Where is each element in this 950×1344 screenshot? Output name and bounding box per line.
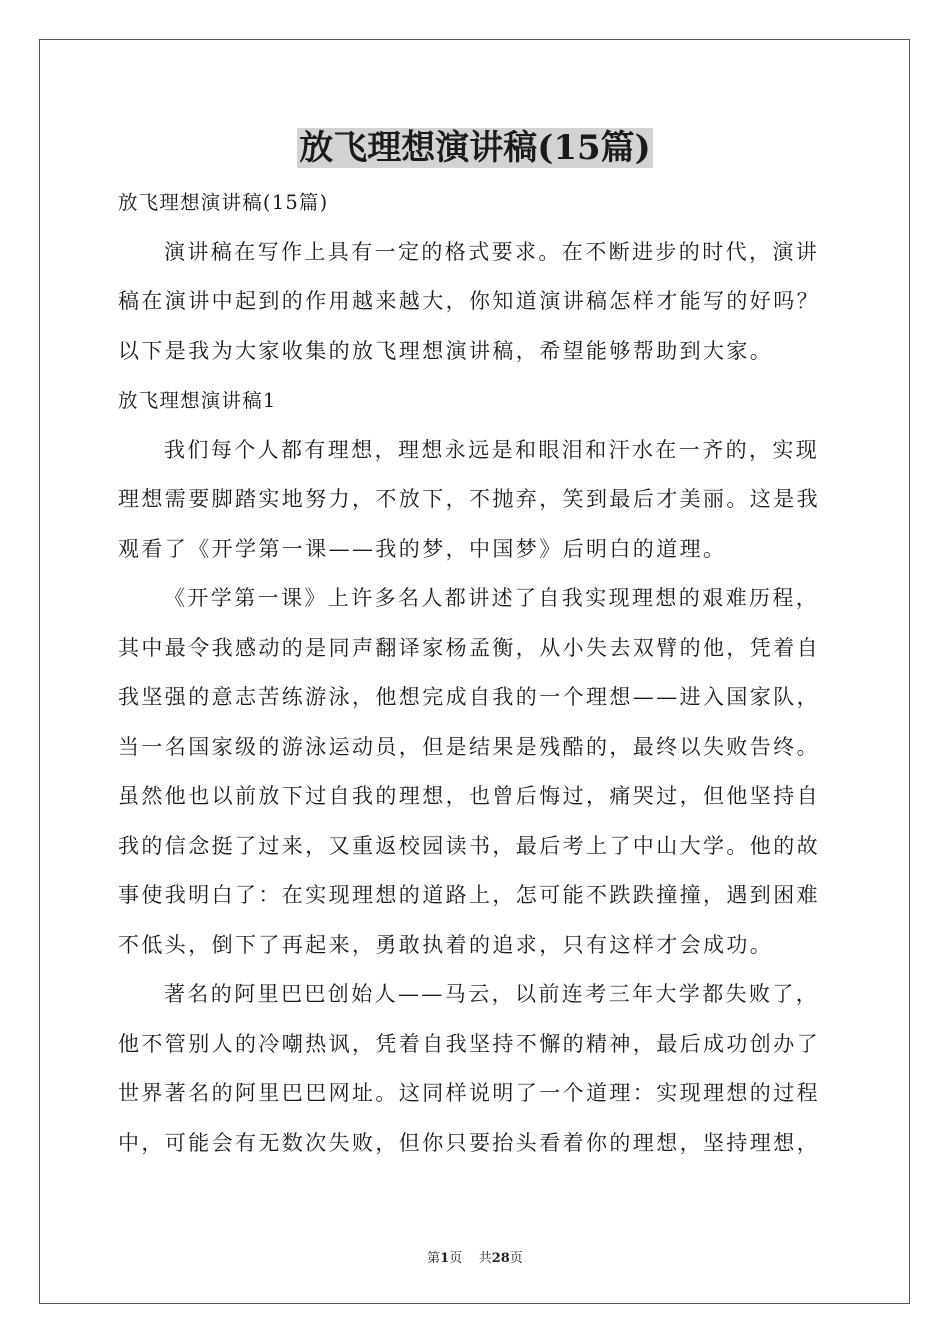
text-line: 我们每个人都有理想，理想永远是和眼泪和汗水在一齐的，实现 xyxy=(164,437,820,462)
text-line: 放飞理想演讲稿(15篇) xyxy=(118,191,329,214)
text-line: 他不管别人的冷嘲热讽，凭着自我坚持不懈的精神，最后成功创办了 xyxy=(118,1031,820,1056)
text-line: 世界著名的阿里巴巴网址。这同样说明了一个道理：实现理想的过程 xyxy=(118,1081,820,1105)
page-label-suffix: 页 xyxy=(449,1251,463,1266)
document-body xyxy=(118,178,834,1168)
text-line: 以下是我为大家收集的放飞理想演讲稿，希望能够帮助到大家。 xyxy=(118,338,774,363)
text-line: 著名的阿里巴巴创始人——马云，以前连考三年大学都失败了， xyxy=(164,982,820,1006)
text-line: 虽然他也以前放下过自我的理想，也曾后悔过，痛哭过，但他坚持自 xyxy=(118,784,820,808)
text-line: 当一名国家级的游泳运动员，但是结果是残酷的，最终以失败告终。 xyxy=(118,734,820,759)
total-label-prefix: 共 xyxy=(478,1251,492,1266)
page-label-prefix: 第 xyxy=(427,1251,441,1266)
total-page-count: 28 xyxy=(491,1251,510,1266)
text-line: 《开学第一课》上许多名人都讲述了自我实现理想的艰难历程， xyxy=(164,586,820,610)
text-line: 不低头，倒下了再起来，勇敢执着的追求，只有这样才会成功。 xyxy=(118,932,774,957)
page-footer xyxy=(0,1247,950,1266)
text-line: 放飞理想演讲稿1 xyxy=(118,389,277,412)
text-line: 其中最令我感动的是同声翻译家杨孟衡，从小失去双臂的他，凭着自 xyxy=(118,635,820,660)
text-line: 中，可能会有无数次失败，但你只要抬头看着你的理想，坚持理想， xyxy=(118,1130,820,1155)
total-label-suffix: 页 xyxy=(509,1251,523,1266)
text-line: 事使我明白了：在实现理想的道路上，怎可能不跌跌撞撞，遇到困难 xyxy=(118,883,820,907)
text-line: 理想需要脚踏实地努力，不放下，不抛弃，笑到最后才美丽。这是我 xyxy=(118,487,820,511)
current-page-number: 1 xyxy=(440,1251,450,1266)
document-title-text: 放飞理想演讲稿(15篇) xyxy=(299,128,651,168)
text-line: 稿在演讲中起到的作用越来越大，你知道演讲稿怎样才能写的好吗？ xyxy=(118,289,820,313)
text-line: 我的信念挺了过来，又重返校园读书，最后考上了中山大学。他的故 xyxy=(118,833,820,858)
text-line: 观看了《开学第一课——我的梦，中国梦》后明白的道理。 xyxy=(118,536,727,561)
text-line: 演讲稿在写作上具有一定的格式要求。在不断进步的时代，演讲 xyxy=(164,239,820,264)
text-line: 我坚强的意志苦练游泳，他想完成自我的一个理想——进入国家队， xyxy=(118,685,820,709)
document-title xyxy=(0,126,950,170)
